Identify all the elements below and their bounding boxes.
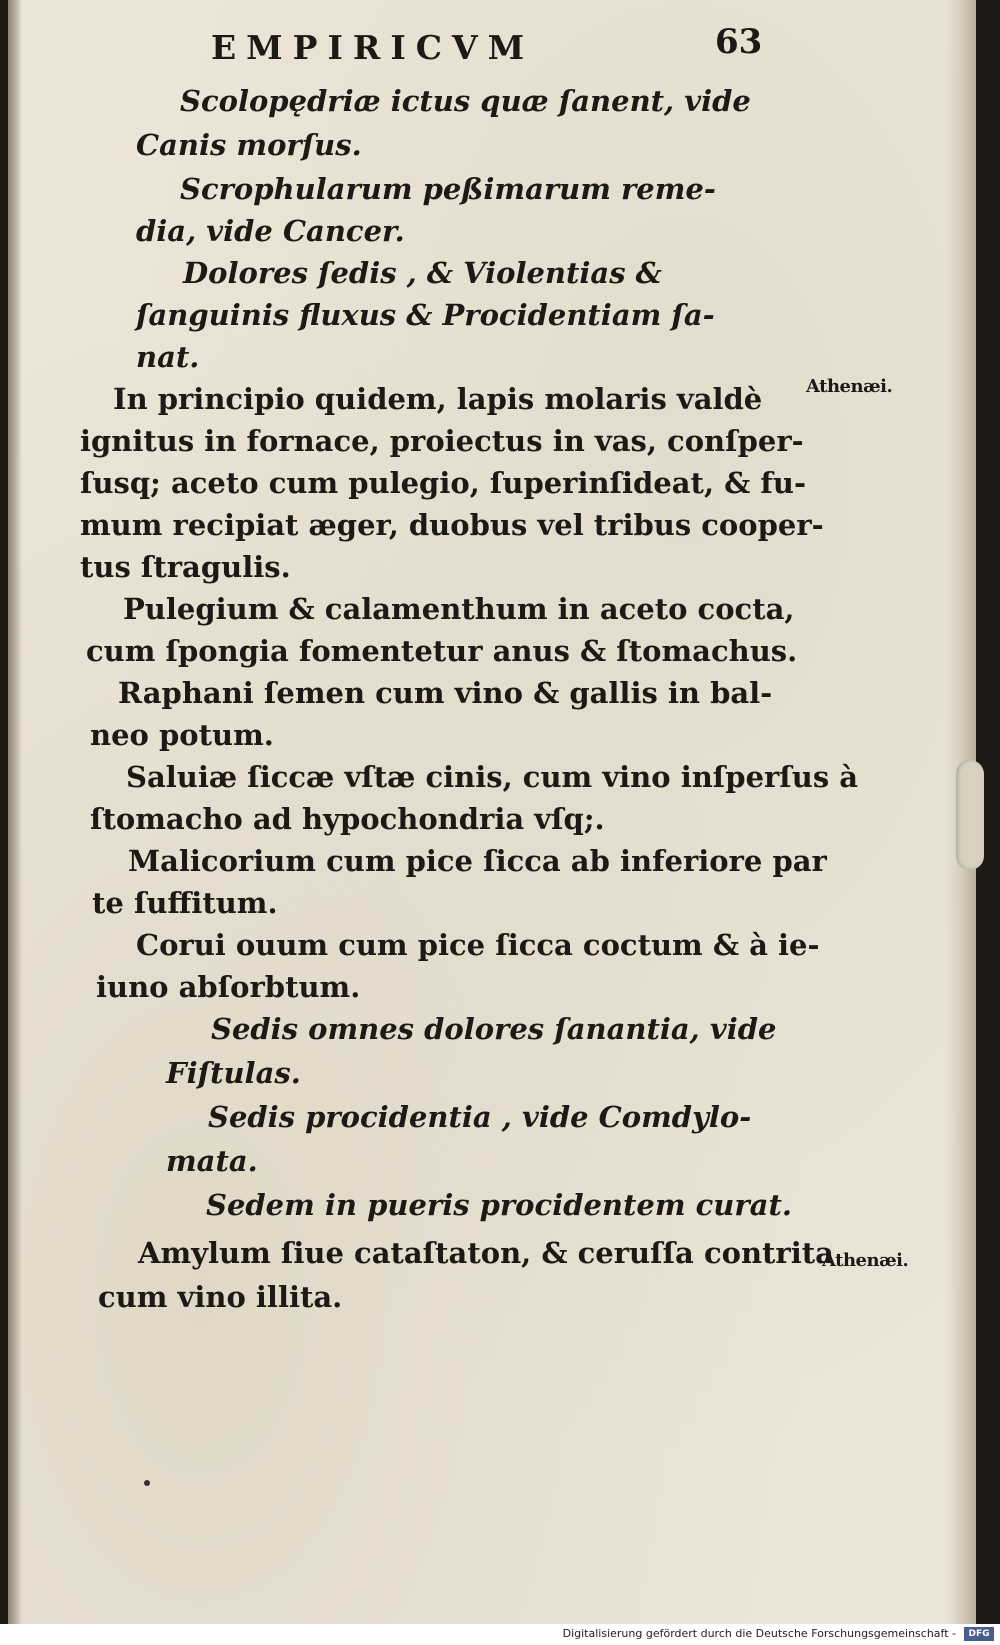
text-line: cum vino illita. xyxy=(98,1280,343,1314)
text-line: Malicorium cum pice ſicca ab inferiore par xyxy=(128,844,827,878)
book-page xyxy=(8,0,976,1624)
text-line: cum ſpongia fomentetur anus & ſtomachus. xyxy=(86,634,798,668)
dfg-logo: DFG xyxy=(964,1627,994,1641)
text-line: Fiſtulas. xyxy=(166,1056,301,1090)
text-line: ignitus in fornace, proiectus in vas, conſper- xyxy=(80,424,804,458)
text-line: Corui ouum cum pice ſicca coctum & à ie- xyxy=(136,928,820,962)
page-number: 63 xyxy=(715,22,763,62)
text-line: mum recipiat æger, duobus vel tribus cooper- xyxy=(80,508,824,542)
page-tab xyxy=(956,760,984,870)
text-line: Sedis omnes dolores ſanantia, vide xyxy=(211,1012,777,1046)
text-line: dia, vide Cancer. xyxy=(136,214,405,248)
page-gutter-shadow xyxy=(8,0,22,1624)
text-line: te ſuffitum. xyxy=(92,886,278,920)
text-line: Sedis procidentia , vide Comdylo- xyxy=(208,1100,752,1134)
text-line: nat. xyxy=(136,340,200,374)
running-title: EMPIRICVM xyxy=(211,28,535,67)
text-line: Pulegium & calamenthum in aceto cocta, xyxy=(123,592,795,626)
text-line: Raphani ſemen cum vino & gallis in bal- xyxy=(118,676,773,710)
text-line: iuno abſorbtum. xyxy=(96,970,361,1004)
ink-mark xyxy=(144,1480,150,1486)
text-line: Dolores ſedis , & Violentias & xyxy=(183,256,662,290)
footer-credit: Digitalisierung gefördert durch die Deutsche Forschungsgemeinschaft - xyxy=(562,1627,956,1640)
text-line: Saluiæ ſiccæ vſtæ cinis, cum vino inſperſus à xyxy=(126,760,859,794)
margin-note: Athenæi. xyxy=(806,376,893,397)
text-line: Canis morſus. xyxy=(136,128,362,162)
text-line: mata. xyxy=(166,1144,258,1178)
text-line: In principio quidem, lapis molaris valdè xyxy=(113,382,763,416)
text-line: neo potum. xyxy=(90,718,274,752)
text-line: Scolopędriæ ictus quæ ſanent, vide xyxy=(180,84,751,118)
text-line: ſusq; aceto cum pulegio, ſuperinſideat, & fu- xyxy=(80,466,807,500)
text-line: Scrophularum peßimarum reme- xyxy=(180,172,716,206)
text-line: tus ſtragulis. xyxy=(80,550,291,584)
text-line: Amylum ſiue cataſtaton, & ceruſſa contrita xyxy=(138,1236,834,1270)
text-line: Sedem in pueris procidentem curat. xyxy=(206,1188,792,1222)
digitization-footer xyxy=(0,1624,1000,1645)
text-line: ſtomacho ad hypochondria vſq;. xyxy=(90,802,605,836)
margin-note: Athenæi. xyxy=(822,1250,909,1271)
text-line: ſanguinis fluxus & Procidentiam ſa- xyxy=(136,298,715,332)
